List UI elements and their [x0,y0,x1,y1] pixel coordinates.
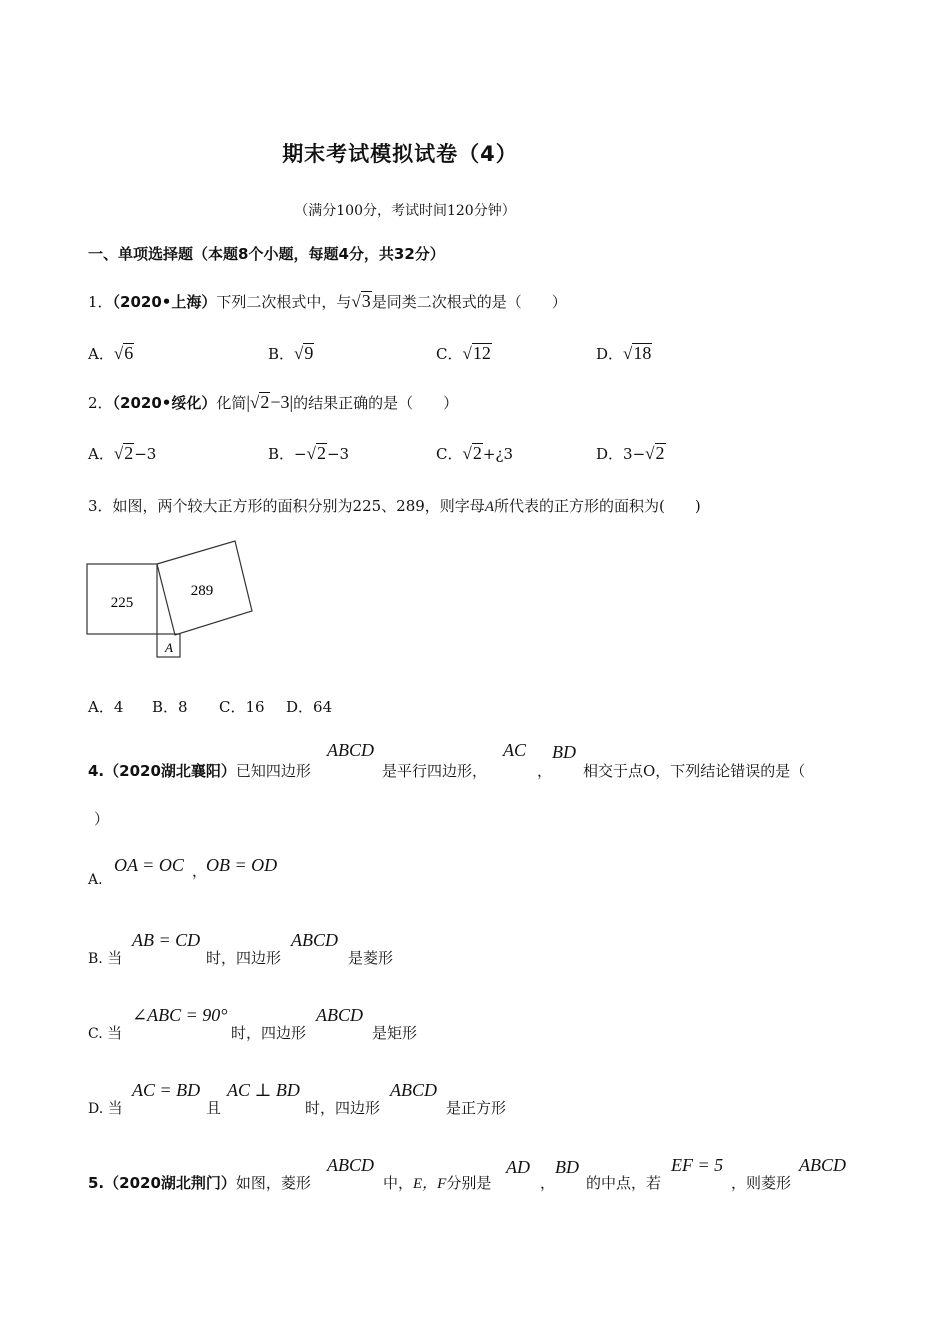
question-text: 化简 [216,394,247,412]
radicand: 9 [304,343,314,363]
question-text: 所代表的正方形的面积为( ) [493,497,701,515]
question-source: （2020•绥化） [112,394,217,412]
option-b[interactable]: B．−√2−3 [268,443,350,463]
option-label: A. [88,872,103,888]
option-b[interactable]: B．8 [152,698,188,716]
math-abcd: ABCD [390,1080,437,1100]
label-225: 225 [110,595,134,611]
option-c[interactable] [436,343,492,364]
radical-sign: √ [294,344,304,363]
option-text: 是菱形 [348,949,394,967]
option-text: 时，四边形 [231,1024,307,1042]
radicand: 6 [124,343,134,363]
option-label: A． [88,345,114,363]
question-text: 如图，菱形 [235,1174,311,1192]
option-a[interactable] [88,872,103,888]
option-text: 时，四边形 [206,949,282,967]
math-angle-abc: ∠ABC = 90° [132,1005,228,1025]
option-a[interactable]: A．4 [88,698,124,716]
question-3 [88,495,701,516]
question-number: 3． [88,497,113,515]
option-text: 当 [107,1099,123,1117]
question-text: ） [94,810,110,828]
radicand: 2 [260,392,270,412]
radicand: 12 [472,343,491,363]
pythagoras-squares-figure [80,535,265,665]
math-ef: EF = 5 [671,1155,724,1175]
option-a[interactable] [88,343,134,364]
math-ac-bd: AC = BD [132,1080,201,1100]
question-source: （2020•上海） [112,293,217,311]
radicand: 2 [472,443,482,463]
radical-sign: √ [462,344,472,363]
page-subtitle: （满分100分，考试时间120分钟） [294,203,516,219]
question-text: 是同类二次根式的是（ ） [371,293,567,311]
option-d[interactable]: D．64 [286,698,333,716]
question-text: 分别是 [446,1174,492,1192]
question-source: （2020湖北襄阳） [104,762,236,780]
question-text: 中， [383,1174,414,1192]
section-heading: 一、单项选择题（本题8个小题，每题4分，共32分） [88,245,445,263]
question-4-number [88,760,311,781]
question-number: 4. [88,762,105,780]
math-ac-perp-bd: AC ⊥ BD [227,1080,300,1100]
option-suffix: −3 [326,445,350,463]
option-b[interactable] [268,343,314,364]
option-text: 是矩形 [372,1024,418,1042]
option-prefix: − [294,445,307,463]
radical-sign: √ [113,344,124,363]
expression-tail: −3 [270,392,290,412]
option-label: A． [88,445,114,463]
question-text: 已知四边形 [235,762,311,780]
question-text: 是平行四边形， [382,762,488,780]
math-oa-oc: OA = OC [114,855,184,875]
question-number: 1． [88,293,113,311]
option-label: C． [436,445,463,463]
question-text: 下列二次根式中，与 [216,293,352,311]
variables: E，F [413,1176,447,1192]
option-label: B． [268,345,295,363]
radicand: 3 [361,291,371,311]
radicand: 2 [124,443,134,463]
option-text: 是正方形 [446,1099,507,1117]
label-a: A [165,640,173,655]
math-ob-od: OB = OD [206,855,278,875]
question-source: （2020湖北荆门） [104,1174,236,1192]
option-label: D． [596,345,624,363]
option-text: 当 [107,949,123,967]
radical-expression [351,291,371,311]
math-abcd: ABCD [327,740,374,760]
label-289: 289 [190,583,214,599]
option-text: ， [192,862,208,880]
question-text: 的结果正确的是（ ） [293,394,459,412]
option-label: C． [436,345,463,363]
option-label: D． [596,445,624,463]
option-d[interactable] [88,1097,123,1118]
option-c[interactable]: C．16 [219,698,265,716]
question-number: 5. [88,1174,105,1192]
question-text [383,1172,491,1193]
math-abcd: ABCD [316,1005,363,1025]
math-bd: BD [555,1157,579,1177]
question-2 [88,392,458,413]
radicand: 2 [655,443,665,463]
question-text: 相交于点O，下列结论错误的是（ [583,762,806,780]
option-text: 时，四边形 [305,1099,381,1117]
radical-sign: √ [351,292,361,311]
math-ac: AC [503,740,527,760]
option-a[interactable]: A．√2−3 [88,443,157,463]
option-suffix: −3 [134,445,157,463]
option-label: D. [88,1101,104,1117]
option-d[interactable]: D．3−√2 [596,443,665,463]
question-text: ，则菱形 [731,1174,792,1192]
math-abcd: ABCD [291,930,338,950]
option-label: B. [88,951,103,967]
option-label: C. [88,1026,103,1042]
question-text: 的中点，若 [586,1174,662,1192]
option-prefix: 3− [623,445,646,463]
math-abcd: ABCD [799,1155,846,1175]
option-text: 且 [206,1099,222,1117]
math-ad: AD [506,1157,530,1177]
option-b[interactable] [88,947,122,968]
option-suffix: +¿3 [482,445,513,463]
option-d[interactable] [596,343,652,364]
radicand: 18 [633,343,652,363]
question-text: ， [537,762,553,780]
question-text: 如图，两个较大正方形的面积分别为225、289，则字母 [112,497,485,515]
absolute-value-expression: |√2−3| [246,392,294,412]
question-number: 2． [88,394,113,412]
option-label: B． [268,445,295,463]
radicand: 2 [316,443,326,463]
question-5-number [88,1172,311,1193]
page-title: 期末考试模拟试卷（4） [282,142,518,166]
option-text: 当 [107,1024,123,1042]
radical-sign: √ [623,344,633,363]
option-c[interactable] [88,1022,122,1043]
math-bd: BD [552,742,576,762]
question-text: ， [540,1174,556,1192]
variable: A [484,499,494,515]
question-1 [88,291,567,312]
math-abcd: ABCD [327,1155,374,1175]
option-c[interactable]: C．√2+¿3 [436,443,513,463]
math-ab-cd: AB = CD [132,930,201,950]
